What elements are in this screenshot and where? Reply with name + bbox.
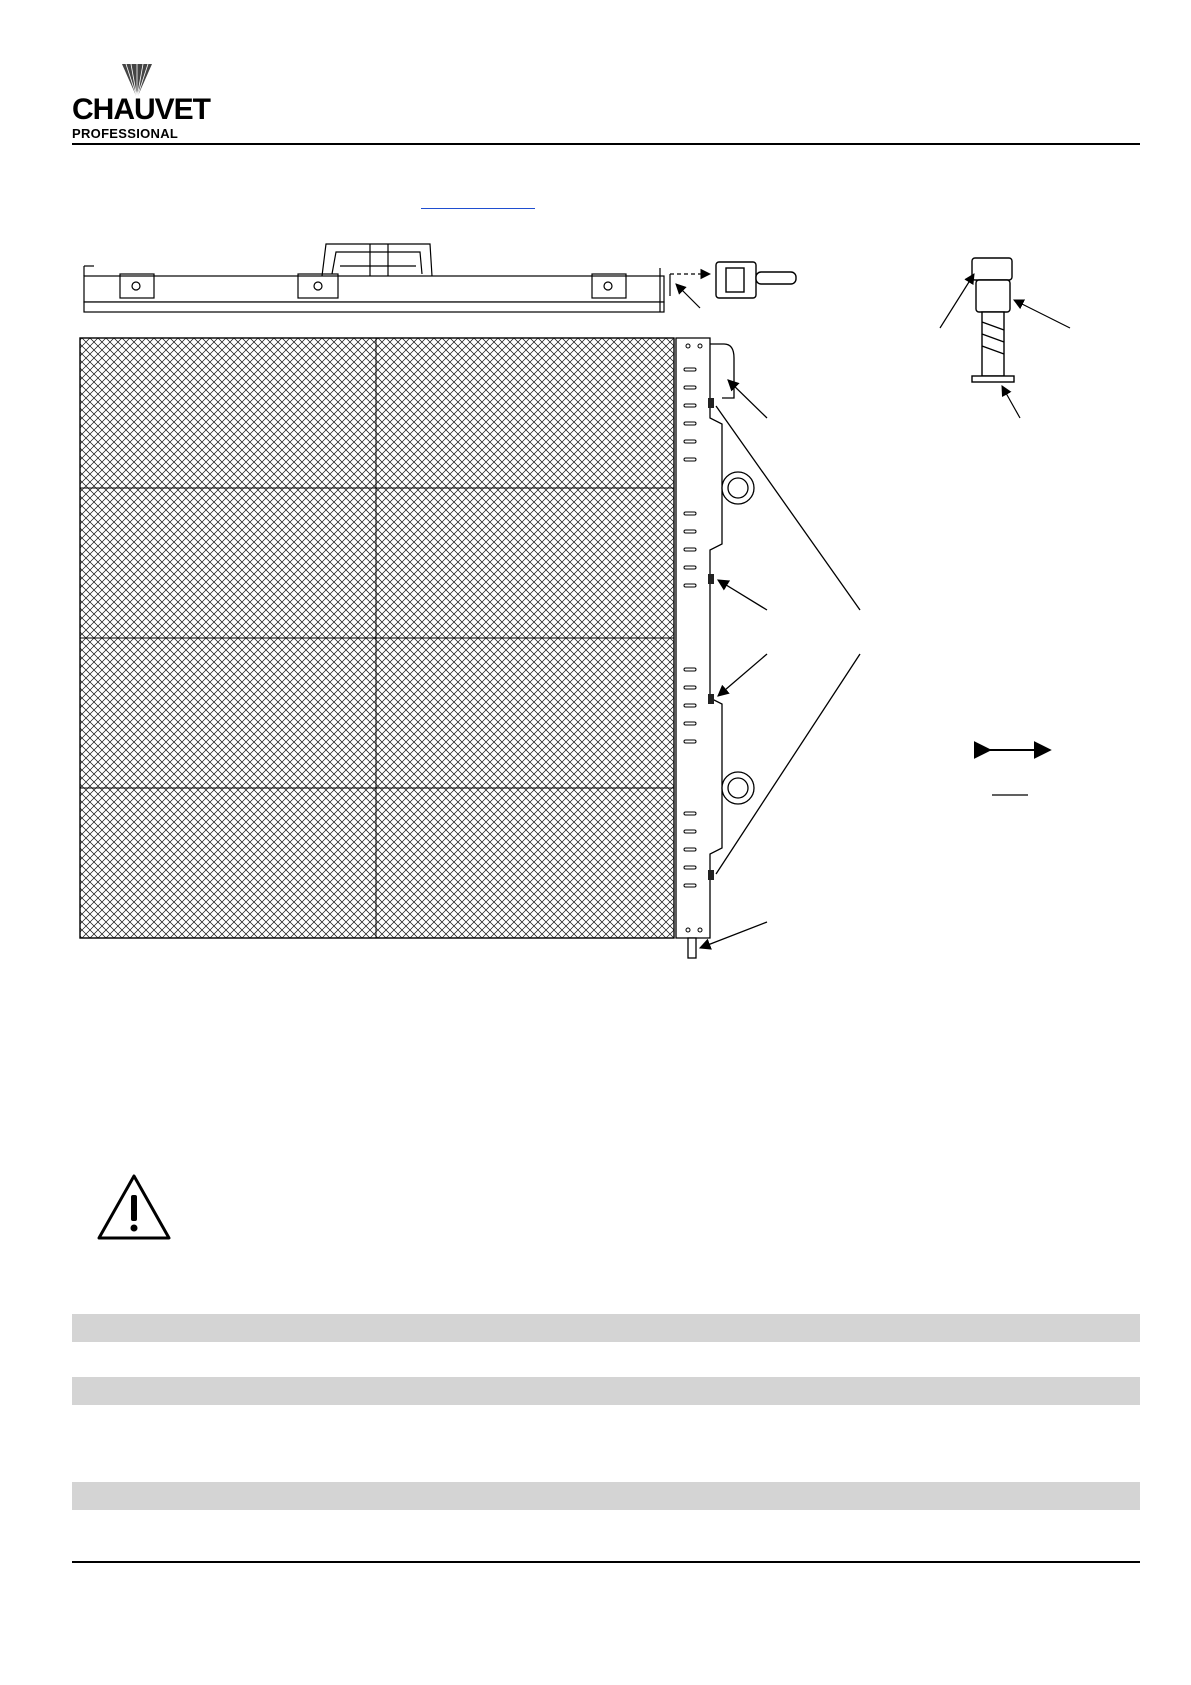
footer-divider [72,1561,1140,1563]
panel-side-frame [676,338,754,958]
panel-front-view [80,338,674,938]
logo-wordmark: CHAUVET [72,93,211,126]
panel-diagram [70,238,1170,1038]
brand-logo [72,62,211,144]
section-header-bar [72,1314,1140,1342]
header-divider [72,143,1140,145]
locking-clip-part [716,262,796,298]
callout-arrows [700,380,860,948]
warning-triangle-icon [96,1173,172,1241]
hyperlink-underline[interactable] [421,208,535,209]
logo-subtitle: PROFESSIONAL [72,126,179,141]
section-header-bar [72,1377,1140,1405]
locking-pin-part [972,258,1014,382]
panel-top-view [84,244,670,312]
section-header-bar [72,1482,1140,1510]
